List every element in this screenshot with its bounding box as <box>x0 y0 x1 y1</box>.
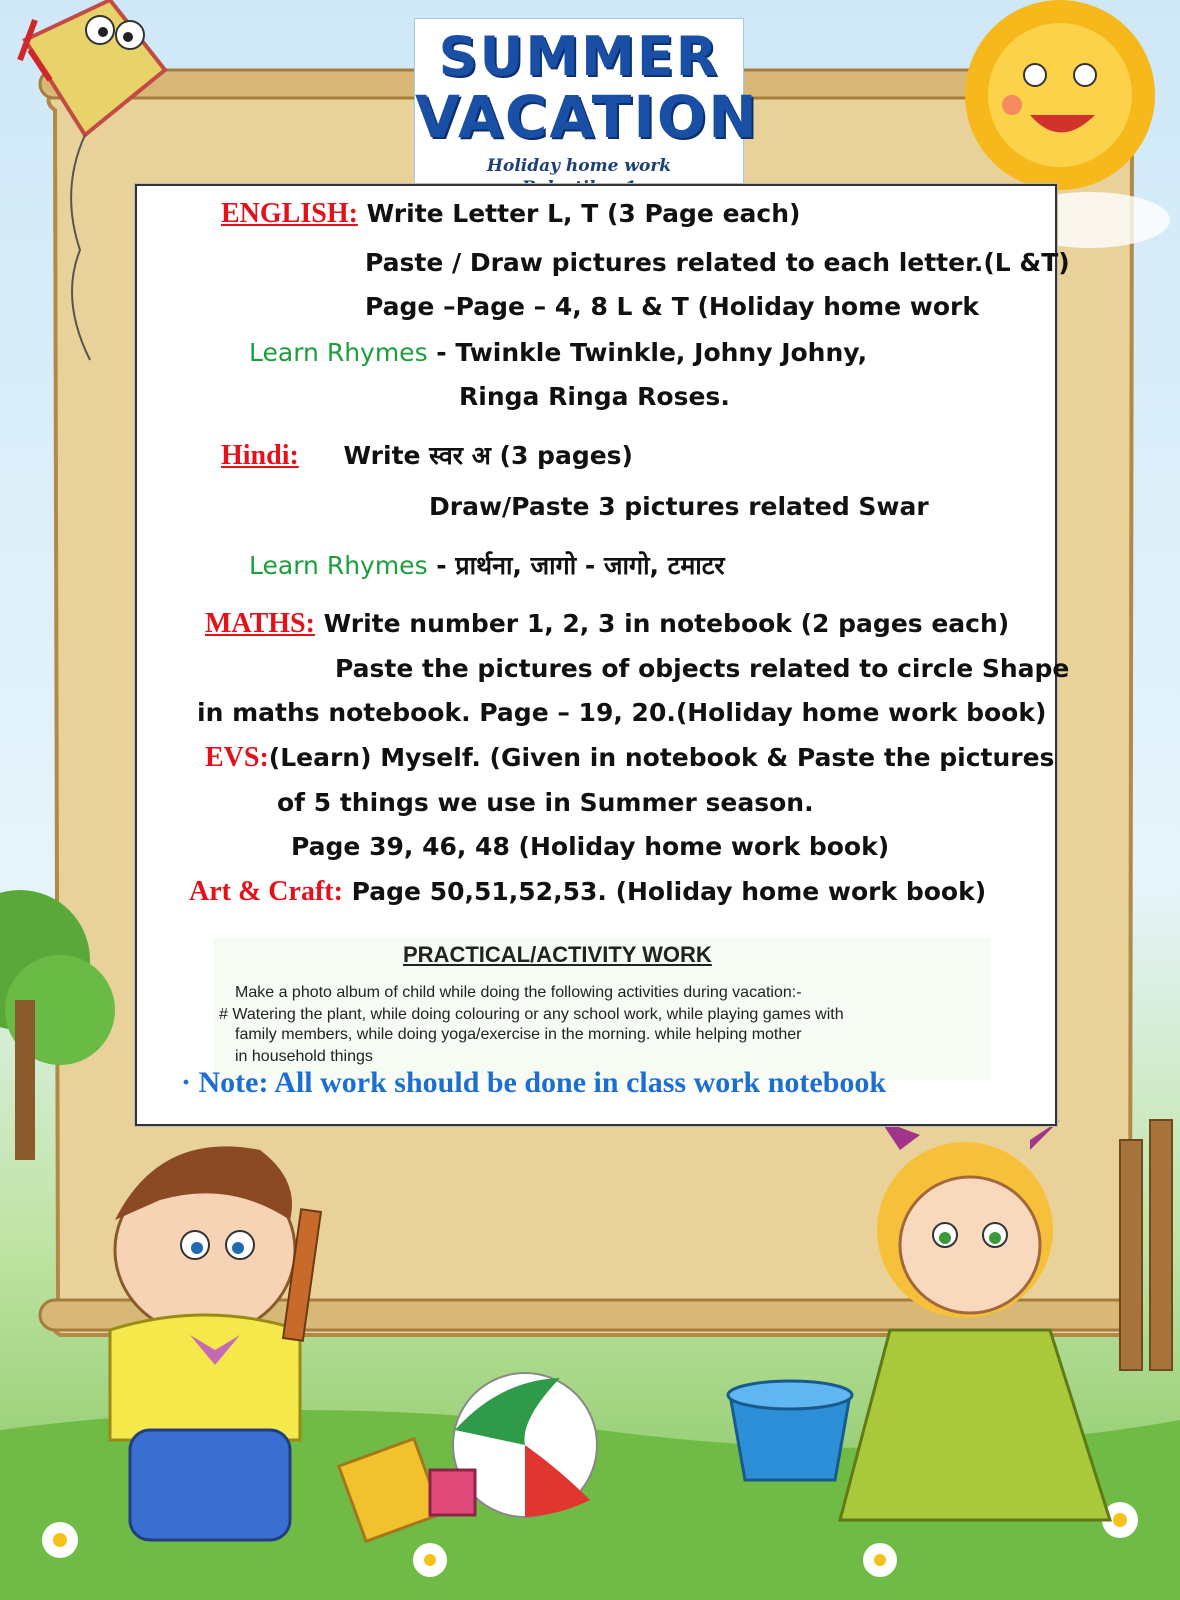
english-rhymes-label: Learn Rhymes <box>249 338 428 367</box>
title-line-vacation: VACATION <box>415 83 759 151</box>
maths-line-2: Paste the pictures of objects related to circle Shape <box>335 654 1070 683</box>
evs-line-1: (Learn) Myself. (Given in notebook & Paste the pictures <box>268 743 1055 772</box>
art-line-1: Page 50,51,52,53. (Holiday home work book) <box>351 877 987 906</box>
header-title-card <box>414 18 759 190</box>
art-row <box>189 876 986 908</box>
hindi-heading: Hindi: <box>221 440 299 471</box>
practical-line-4: in household things <box>235 1048 373 1065</box>
english-row-1 <box>221 198 800 230</box>
english-rhymes-separator: - <box>427 338 456 367</box>
english-line-3: Page –Page – 4, 8 L & T (Holiday home work <box>365 292 980 321</box>
title-line-summer: SUMMER <box>438 25 720 88</box>
evs-line-2: of 5 things we use in Summer season. <box>277 788 814 817</box>
boy-character-icon <box>110 1146 321 1540</box>
maths-line-3: in maths notebook. Page – 19, 20.(Holiday home work book) <box>197 698 1047 727</box>
english-rhymes-row <box>249 338 867 367</box>
evs-heading: EVS: <box>205 742 269 773</box>
practical-title: PRACTICAL/ACTIVITY WORK <box>403 942 712 967</box>
evs-row-1 <box>205 742 1054 774</box>
hindi-rhymes: प्रार्थना, जागो - जागो, टमाटर <box>455 551 725 580</box>
english-line-2: Paste / Draw pictures related to each letter.(L &T) <box>365 248 1070 277</box>
practical-line-3: family members, while doing yoga/exercise in the morning. while helping mother <box>235 1026 802 1043</box>
hindi-line-2: Draw/Paste 3 pictures related Swar <box>429 492 929 521</box>
sun-icon <box>965 0 1155 190</box>
maths-row-1 <box>205 608 1009 640</box>
note-text: · Note: All work should be done in class work notebook <box>181 1066 887 1099</box>
practical-activity-box <box>213 938 991 1080</box>
english-line-1: Write Letter L, T (3 Page each) <box>366 199 801 228</box>
art-heading: Art & Craft: <box>189 876 343 907</box>
bucket-icon <box>728 1381 852 1480</box>
english-heading: ENGLISH: <box>221 198 358 229</box>
hindi-rhymes-label: Learn Rhymes <box>249 551 428 580</box>
homework-board <box>135 184 1070 1126</box>
maths-heading: MATHS: <box>205 608 315 639</box>
hindi-row-1 <box>221 438 633 472</box>
practical-line-1: Make a photo album of child while doing the following activities during vacation:- <box>235 984 802 1001</box>
english-rhymes-1: Twinkle Twinkle, Johny Johny, <box>455 338 868 367</box>
evs-line-3: Page 39, 46, 48 (Holiday home work book) <box>291 832 890 861</box>
maths-line-1: Write number 1, 2, 3 in notebook (2 pages each) <box>323 609 1010 638</box>
hindi-line-1: Write स्वर अ (3 pages) <box>343 441 633 470</box>
subtitle: Holiday home work <box>486 156 672 176</box>
practical-line-2: # Watering the plant, while doing colouring or any school work, while playing games with <box>219 1006 844 1023</box>
fence-icon <box>1120 1120 1172 1370</box>
english-rhymes-2: Ringa Ringa Roses. <box>459 382 730 411</box>
hindi-rhymes-row <box>249 548 725 582</box>
hindi-rhymes-separator: - <box>427 551 456 580</box>
